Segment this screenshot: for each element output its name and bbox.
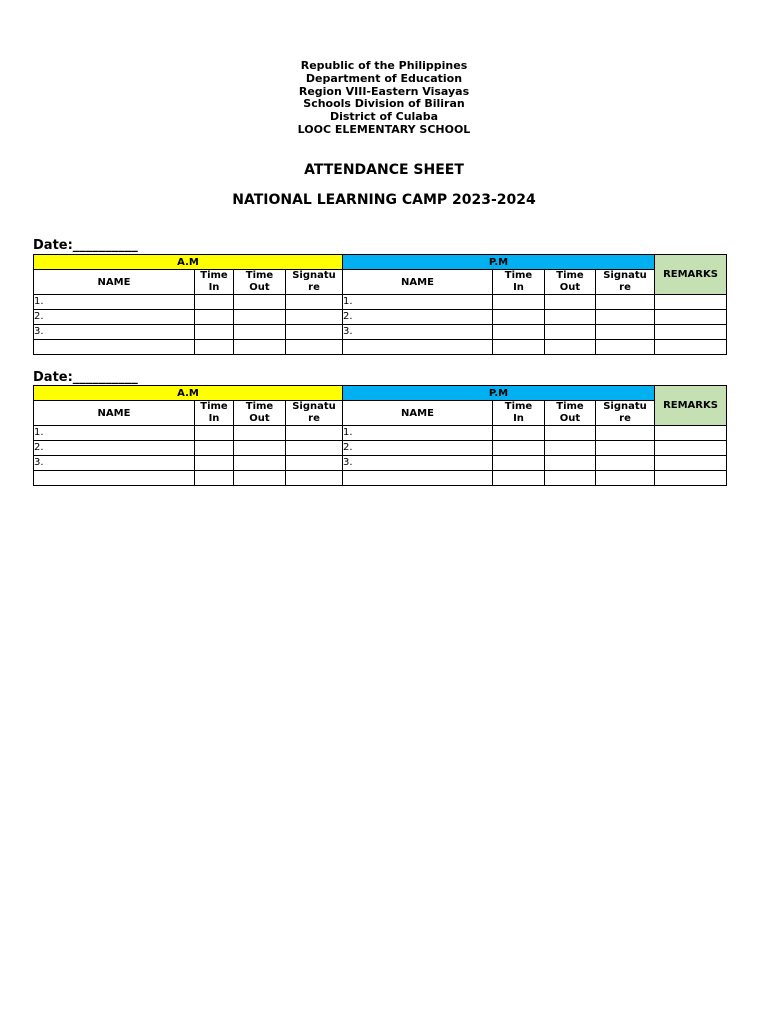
- am-time-in-cell[interactable]: [195, 441, 234, 456]
- pm-time-in-cell[interactable]: [493, 325, 545, 340]
- pm-signature-cell[interactable]: [596, 295, 655, 310]
- table-row: [34, 310, 727, 325]
- am-time-out-cell[interactable]: [234, 426, 286, 441]
- remarks-cell[interactable]: [655, 325, 727, 340]
- am-time-out-cell[interactable]: [234, 325, 286, 340]
- pm-time-out-cell[interactable]: [545, 441, 596, 456]
- remarks-header: REMARKS: [655, 255, 727, 295]
- attendance-table: [33, 385, 727, 486]
- am-time-in-header: Time In: [195, 270, 234, 295]
- pm-signature-cell[interactable]: [596, 310, 655, 325]
- pm-time-in-cell[interactable]: [493, 310, 545, 325]
- table-row: [34, 295, 727, 310]
- header-line: District of Culaba: [329, 110, 439, 124]
- am-time-in-cell[interactable]: [195, 295, 234, 310]
- remarks-cell[interactable]: [655, 441, 727, 456]
- am-name-cell[interactable]: 2.: [34, 441, 195, 456]
- pm-time-out-cell[interactable]: [545, 340, 596, 355]
- am-name-cell[interactable]: 1.: [34, 426, 195, 441]
- pm-signature-cell[interactable]: [596, 471, 655, 486]
- document-subtitle: NATIONAL LEARNING CAMP 2023-2024: [232, 192, 536, 208]
- pm-time-in-cell[interactable]: [493, 426, 545, 441]
- pm-name-cell[interactable]: 3.: [343, 325, 493, 340]
- pm-signature-header: Signatu re: [596, 270, 655, 295]
- remarks-cell[interactable]: [655, 456, 727, 471]
- am-time-out-header: Time Out: [234, 401, 286, 426]
- am-name-cell[interactable]: 2.: [34, 310, 195, 325]
- am-section-header: A.M: [34, 386, 343, 401]
- pm-time-in-header: Time In: [493, 270, 545, 295]
- attendance-table: [33, 254, 727, 355]
- am-signature-cell[interactable]: [286, 441, 343, 456]
- am-signature-header: Signatu re: [286, 401, 343, 426]
- pm-time-in-header: Time In: [493, 401, 545, 426]
- remarks-cell[interactable]: [655, 310, 727, 325]
- pm-time-out-cell[interactable]: [545, 426, 596, 441]
- school-header: [0, 60, 768, 137]
- header-line: Republic of the Philippines: [300, 59, 468, 72]
- table-row: [34, 325, 727, 340]
- am-name-header: NAME: [34, 401, 195, 426]
- table-row: [34, 441, 727, 456]
- pm-name-header: NAME: [343, 401, 493, 426]
- am-name-cell[interactable]: 3.: [34, 325, 195, 340]
- pm-name-cell[interactable]: 3.: [343, 456, 493, 471]
- pm-time-out-cell[interactable]: [545, 471, 596, 486]
- date-label: Date:__________: [33, 370, 138, 385]
- pm-signature-header: Signatu re: [596, 401, 655, 426]
- table-row: [34, 456, 727, 471]
- am-name-cell[interactable]: [34, 471, 195, 486]
- am-time-in-cell[interactable]: [195, 471, 234, 486]
- date-label: Date:__________: [33, 238, 138, 253]
- am-time-in-cell[interactable]: [195, 340, 234, 355]
- pm-name-cell[interactable]: 1.: [343, 295, 493, 310]
- am-name-cell[interactable]: [34, 340, 195, 355]
- table-row: [34, 340, 727, 355]
- am-signature-cell[interactable]: [286, 426, 343, 441]
- pm-name-cell[interactable]: 2.: [343, 441, 493, 456]
- am-time-in-cell[interactable]: [195, 426, 234, 441]
- am-name-cell[interactable]: 1.: [34, 295, 195, 310]
- document-title: ATTENDANCE SHEET: [304, 162, 464, 178]
- header-line: Schools Division of Biliran: [303, 97, 465, 111]
- pm-signature-cell[interactable]: [596, 325, 655, 340]
- remarks-header: REMARKS: [655, 386, 727, 426]
- remarks-cell[interactable]: [655, 471, 727, 486]
- pm-time-out-header: Time Out: [545, 401, 596, 426]
- am-time-in-header: Time In: [195, 401, 234, 426]
- table-row: [34, 426, 727, 441]
- pm-signature-cell[interactable]: [596, 441, 655, 456]
- remarks-cell[interactable]: [655, 426, 727, 441]
- am-signature-cell[interactable]: [286, 310, 343, 325]
- remarks-cell[interactable]: [655, 295, 727, 310]
- pm-signature-cell[interactable]: [596, 456, 655, 471]
- am-time-out-cell[interactable]: [234, 441, 286, 456]
- pm-section-header: P.M: [343, 255, 655, 270]
- am-time-out-cell[interactable]: [234, 340, 286, 355]
- pm-section-header: P.M: [343, 386, 655, 401]
- am-section-header: A.M: [34, 255, 343, 270]
- pm-name-cell[interactable]: [343, 471, 493, 486]
- header-line: LOOC ELEMENTARY SCHOOL: [297, 122, 471, 136]
- pm-name-cell[interactable]: 1.: [343, 426, 493, 441]
- header-line: Department of Education: [305, 71, 463, 85]
- pm-time-in-cell[interactable]: [493, 295, 545, 310]
- am-time-out-cell[interactable]: [234, 295, 286, 310]
- am-signature-cell[interactable]: [286, 456, 343, 471]
- remarks-cell[interactable]: [655, 340, 727, 355]
- pm-time-in-cell[interactable]: [493, 471, 545, 486]
- pm-signature-cell[interactable]: [596, 426, 655, 441]
- pm-time-out-cell[interactable]: [545, 310, 596, 325]
- pm-time-out-cell[interactable]: [545, 456, 596, 471]
- pm-signature-cell[interactable]: [596, 340, 655, 355]
- pm-time-in-cell[interactable]: [493, 456, 545, 471]
- header-line: Region VIII-Eastern Visayas: [298, 84, 470, 98]
- am-signature-cell[interactable]: [286, 471, 343, 486]
- pm-time-out-header: Time Out: [545, 270, 596, 295]
- pm-name-header: NAME: [343, 270, 493, 295]
- pm-time-in-cell[interactable]: [493, 340, 545, 355]
- am-time-out-header: Time Out: [234, 270, 286, 295]
- am-time-in-cell[interactable]: [195, 325, 234, 340]
- pm-time-out-cell[interactable]: [545, 295, 596, 310]
- am-time-out-cell[interactable]: [234, 471, 286, 486]
- am-signature-cell[interactable]: [286, 295, 343, 310]
- am-name-header: NAME: [34, 270, 195, 295]
- am-signature-cell[interactable]: [286, 340, 343, 355]
- am-time-out-cell[interactable]: [234, 310, 286, 325]
- pm-time-out-cell[interactable]: [545, 325, 596, 340]
- am-name-cell[interactable]: 3.: [34, 456, 195, 471]
- pm-name-cell[interactable]: [343, 340, 493, 355]
- am-time-in-cell[interactable]: [195, 456, 234, 471]
- am-signature-header: Signatu re: [286, 270, 343, 295]
- pm-name-cell[interactable]: 2.: [343, 310, 493, 325]
- am-signature-cell[interactable]: [286, 325, 343, 340]
- am-time-out-cell[interactable]: [234, 456, 286, 471]
- table-row: [34, 471, 727, 486]
- am-time-in-cell[interactable]: [195, 310, 234, 325]
- pm-time-in-cell[interactable]: [493, 441, 545, 456]
